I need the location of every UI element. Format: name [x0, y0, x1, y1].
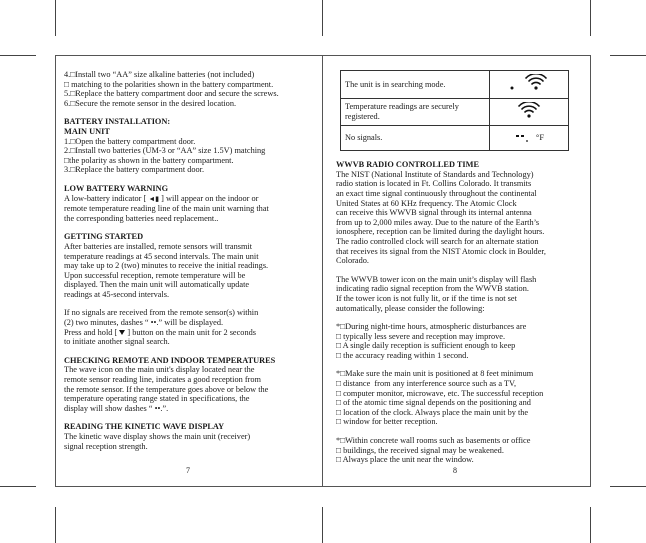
- text-span: A low-battery indicator [: [64, 193, 149, 203]
- crop-mark: [322, 0, 323, 36]
- text-line: remote sensor reading line, indicates a good reception from: [64, 375, 261, 385]
- table-row: [341, 126, 569, 151]
- crop-mark: [590, 0, 591, 36]
- text-line: If the tower icon is not fully lit, or if the time is not set: [336, 293, 517, 303]
- text-line: signal reception strength.: [64, 441, 148, 451]
- text-line: □ window for better reception.: [336, 417, 438, 427]
- table-cell: No signals.: [341, 126, 490, 151]
- text-line: can receive this WWVB signal through its internal antenna: [336, 208, 532, 218]
- text-line: from up to 2,000 miles away. Due to the nature of the Earth’s: [336, 217, 540, 227]
- dashes-fahrenheit-icon: [490, 126, 569, 151]
- text-line: automatically, please consider the following:: [336, 303, 485, 313]
- main-unit-steps: [64, 137, 314, 175]
- text-line: displayed. Then the main unit will automatically update: [64, 280, 250, 290]
- text-line: □ location of the clock. Always place the main unit by the: [336, 407, 529, 417]
- text-line: may take up to 2 (two) minutes to receive the initial readings.: [64, 261, 269, 271]
- section-heading: LOW BATTERY WARNING: [64, 183, 169, 193]
- text-line: The NIST (National Institute of Standards and Technology): [336, 169, 534, 179]
- text-line: [64, 328, 314, 338]
- crop-mark: [55, 0, 56, 36]
- full-wave-icon: [490, 98, 569, 126]
- text-line: United States at 60 KHz frequency. The Atomic Clock: [336, 198, 517, 208]
- signal-table: [340, 70, 569, 151]
- text-line: The WWVB tower icon on the main unit’s display will flash: [336, 274, 537, 284]
- text-line: ionosphere, reception can be limited during the daylight hours.: [336, 227, 545, 237]
- text-line: □ of the atomic time signal depends on the positioning and: [336, 398, 531, 408]
- page-number: 7: [186, 466, 190, 475]
- text-line: □ Always place the unit near the window.: [336, 455, 474, 465]
- page-number: 8: [453, 466, 457, 475]
- text-line: *□Within concrete wall rooms such as basements or office: [336, 436, 531, 446]
- text-line: an exact time signal continuously throughout the continental: [336, 188, 537, 198]
- section-heading: READING THE KINETIC WAVE DISPLAY: [64, 422, 225, 432]
- text-line: to initiate another signal search.: [64, 337, 170, 347]
- section-heading: BATTERY INSTALLATION:: [64, 117, 171, 127]
- left-page: [64, 70, 314, 451]
- text-line: *□Make sure the main unit is positioned at 8 feet minimum: [336, 369, 534, 379]
- text-line: □ distance from any interference source such as a TV,: [336, 379, 517, 389]
- text-line: 1.□Open the battery compartment door.: [64, 136, 196, 146]
- searching-wave-icon: [490, 71, 569, 99]
- table-cell: Temperature readings are securely registered.: [341, 98, 490, 126]
- text-line: After batteries are installed, remote sensors will transmit: [64, 241, 253, 251]
- text-line: □ typically less severe and reception may improve.: [336, 331, 506, 341]
- text-line: (2) two minutes, dashes “ ••.” will be displayed.: [64, 318, 224, 328]
- crop-mark: [0, 55, 36, 56]
- text-span: ] button on the main unit for 2 seconds: [125, 327, 256, 337]
- text-line: The radio controlled clock will search for an alternate station: [336, 236, 539, 246]
- crop-mark: [0, 486, 36, 487]
- text-line: readings at 45-second intervals.: [64, 289, 170, 299]
- text-line: □the polarity as shown in the battery compartment.: [64, 155, 234, 165]
- table-row: [341, 71, 569, 99]
- text-line: The kinetic wave display shows the main unit (receiver): [64, 432, 251, 441]
- text-line: 6.□Secure the remote sensor in the desired location.: [64, 98, 237, 108]
- crop-mark: [55, 507, 56, 543]
- text-line: remote temperature reading line of the main unit warning that: [64, 204, 269, 214]
- text-line: that receives its signal from the NIST Atomic clock in Boulder,: [336, 246, 546, 256]
- text-span: ] will appear on the indoor or: [159, 193, 259, 203]
- text-line: 5.□Replace the battery compartment door and secure the screws.: [64, 89, 279, 99]
- text-line: 3.□Replace the battery compartment door.: [64, 165, 205, 175]
- text-line: 2.□Install two batteries (UM-3 or “AA” size 1.5V) matching: [64, 146, 266, 156]
- text-line: □ buildings, the received signal may be weakened.: [336, 445, 504, 455]
- text-line: Upon successful reception, remote temperature will be: [64, 270, 246, 280]
- fahrenheit-label: °F: [535, 132, 545, 143]
- text-line: indicating radio signal reception from the WWVB station.: [336, 284, 529, 294]
- text-line: temperature operating range stated in specifications, the: [64, 394, 250, 404]
- text-line: [64, 194, 314, 205]
- table-row: [341, 98, 569, 126]
- section-heading: WWVB RADIO CONTROLLED TIME: [336, 160, 479, 170]
- text-line: 4.□Install two “AA” size alkaline batteries (not included): [64, 70, 255, 79]
- crop-mark: [590, 507, 591, 543]
- low-battery-icon: ◄▮: [148, 194, 160, 203]
- text-line: display will show dashes “ ••.”.: [64, 403, 169, 413]
- page-divider: [322, 55, 323, 487]
- section-heading: MAIN UNIT: [64, 126, 110, 136]
- text-line: temperature readings at 45 second intervals. The main unit: [64, 251, 259, 261]
- text-line: The wave icon on the main unit's display located near the: [64, 365, 255, 375]
- text-line: □ computer monitor, microwave, etc. The successful reception: [336, 388, 544, 398]
- text-line: Colorado.: [336, 256, 369, 266]
- text-line: *□During night-time hours, atmospheric disturbances are: [336, 322, 527, 332]
- crop-mark: [322, 507, 323, 543]
- text-line: radio station is located in Ft. Collins Colorado. It transmits: [336, 179, 532, 189]
- install-steps: [64, 70, 314, 108]
- text-line: □ the accuracy reading within 1 second.: [336, 350, 469, 360]
- crop-mark: [610, 55, 646, 56]
- text-line: If no signals are received from the remote sensor(s) within: [64, 308, 259, 318]
- section-heading: GETTING STARTED: [64, 232, 144, 242]
- right-page: [336, 70, 584, 465]
- table-cell: The unit is in searching mode.: [341, 71, 490, 99]
- section-heading: CHECKING REMOTE AND INDOOR TEMPERATURES: [64, 355, 276, 365]
- text-line: the corresponding batteries need replacement..: [64, 213, 219, 223]
- text-line: □ matching to the polarities shown in the battery compartment.: [64, 79, 274, 89]
- text-line: □ A single daily reception is sufficient enough to keep: [336, 341, 516, 351]
- text-span: Press and hold [: [64, 327, 120, 337]
- text-line: the remote sensor. If the temperature goes above or below the: [64, 384, 269, 394]
- crop-mark: [610, 486, 646, 487]
